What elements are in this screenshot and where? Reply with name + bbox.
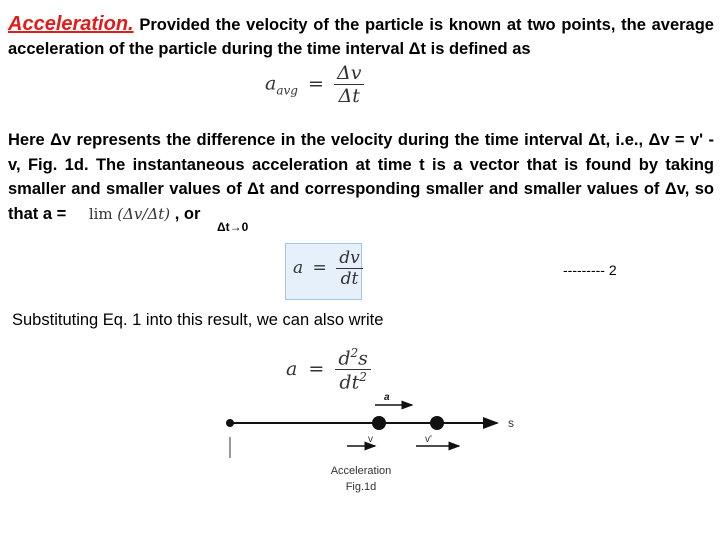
- label-s: s: [508, 416, 514, 430]
- eq1-equals: =: [308, 72, 324, 95]
- lim-subscript: Δt→0: [217, 220, 249, 234]
- label-a: a: [384, 392, 390, 403]
- particle-position-2: [430, 416, 444, 430]
- eq1-lhs: a: [265, 72, 277, 95]
- eq3-num-d: d: [338, 347, 351, 370]
- eq3-den-var: dt: [339, 371, 360, 394]
- intro-text: Provided the velocity of the particle is known at two points, the average acceleration of the particle during the time interval Δt is defined as: [8, 16, 714, 58]
- lim-expression: (Δv/Δt): [117, 204, 171, 223]
- label-v-prime: v': [425, 434, 432, 445]
- eq1-denominator: Δt: [338, 85, 360, 107]
- lim-word: lim: [88, 204, 113, 223]
- equation-number-label: --------- 2: [563, 262, 617, 278]
- figure-caption-number: Fig.1d: [345, 481, 377, 493]
- instantaneous-text: Here Δv represents the difference in the velocity during the time interval Δt, i.e., Δv = v' - v, Fig. 1d. The instantaneous acceleration at time t is a vector that is found by taking smaller and smaller values of Δt and corresponding smaller and smaller values of Δv, so that a =: [8, 131, 714, 223]
- figure-caption-acceleration: Acceleration: [330, 465, 392, 477]
- eq2-numerator: dv: [336, 248, 363, 269]
- particle-position-1: [372, 416, 386, 430]
- section-title: Acceleration.: [8, 13, 134, 35]
- eq3-den-exponent: 2: [359, 370, 367, 385]
- eq3-equals: =: [308, 357, 325, 380]
- eq2-lhs: a: [293, 258, 304, 278]
- substitution-text: Substituting Eq. 1 into this result, we can also write: [12, 311, 384, 329]
- eq1-lhs-subscript: avg: [276, 83, 298, 98]
- eq2-equals: =: [312, 258, 327, 278]
- eq3-num-exponent: 2: [350, 346, 359, 360]
- origin-point: [226, 419, 234, 427]
- eq2-denominator: dt: [340, 269, 359, 289]
- eq3-num-var: s: [358, 347, 368, 370]
- eq3-lhs: a: [286, 357, 298, 380]
- eq1-numerator: Δv: [334, 62, 364, 85]
- label-v: v: [368, 434, 373, 445]
- or-text: , or: [170, 204, 201, 223]
